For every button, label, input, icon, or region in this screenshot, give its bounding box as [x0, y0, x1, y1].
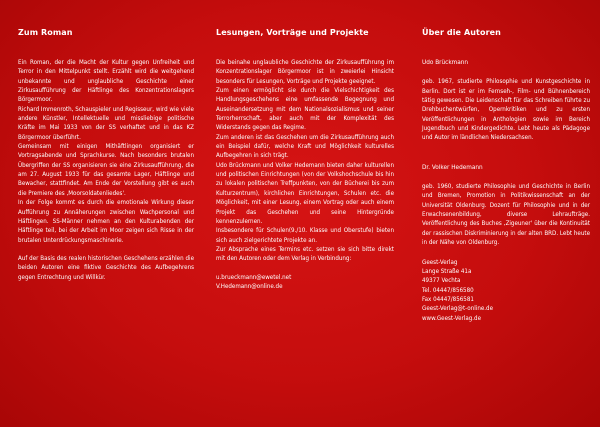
- novel-paragraph-1: Ein Roman, der die Macht der Kultur gegen Unfreiheit und Terror in den Mittelpunkt stellt. Erzählt wird die weitgehend unbekannte und unglaubliche Geschichte einer Zirkusaufführung der Häftlinge des Konzentrationslagers Börgermoor.: [18, 59, 194, 104]
- heading-ueber-die-autoren: Über die Autoren: [422, 28, 501, 37]
- novel-paragraph-2: Richard Immenroth, Schauspieler und Regisseur, wird wie viele andere Künstler, Intellektuelle und missliebige politische Kräfte im Mai 1933 von der SS verhaftet und in das KZ Börgermoor überführt.: [18, 105, 194, 141]
- authors-description: [422, 58, 590, 323]
- novel-description: [18, 58, 194, 282]
- author-email-brueckmann[interactable]: u.brueckmann@ewetel.net: [216, 273, 292, 281]
- column-about-authors: [400, 0, 600, 427]
- readings-description: [216, 58, 394, 291]
- publisher-phone: Tel. 04447/856580: [422, 286, 474, 294]
- publisher-name: Geest-Verlag: [422, 258, 458, 266]
- readings-paragraph-4: Udo Brückmann und Volker Hedemann bieten daher kulturellen und politischen Einrichtungen (von der Volkshochschule bis hin zu lokalen politischen Treffpunkten, von der Bücherei bis zum Kulturzentrum), kirchlichen Einrichtungen, Schulen etc. die Möglichkeit, mit einer Lesung, einem Vortrag oder auch einem Projekt das Geschehen und seine Hintergründe kennenzulernen.: [216, 161, 394, 225]
- heading-lesungen: Lesungen, Vorträge und Projekte: [216, 28, 369, 37]
- author-email-hedemann[interactable]: V.Hedemann@online.de: [216, 282, 283, 290]
- readings-paragraph-2: Zum einen ermöglicht sie durch die Vielschichtigkeit des Handlungsgeschehens eine umfassende Begegnung und Auseinandersetzung mit dem Nationalsozialismus und seiner Terrorherrschaft, aber auch mit der Komplexität des Widerstands gegen das Regime.: [216, 87, 394, 132]
- publisher-website[interactable]: www.Geest-Verlag.de: [422, 314, 482, 322]
- heading-zum-roman: Zum Roman: [18, 28, 73, 37]
- readings-paragraph-1: Die beinahe unglaubliche Geschichte der Zirkusaufführung im Konzentrationslager Börgermoor ist in zweierlei Hinsicht besonders für Lesungen, Vorträge und Projekte geeignet.: [216, 59, 394, 85]
- author-bio-brueckmann: geb. 1967, studierte Philosophie und Kunstgeschichte in Berlin. Dort ist er im Fernseh-, Film- und Bühnenbereich tätig gewesen. Die Leidenschaft für das Schreiben führte zu Drehbuchentwürfen, Opernkritiken und zu ersten Veröffentlichungen in Anthologien sowie im Bereich Jugendbuch und Kindergedichte. Lebt heute als Pädagoge und Autor im ländlichen Niedersachsen.: [422, 78, 590, 142]
- author-name-brueckmann: Udo Brückmann: [422, 58, 469, 66]
- publisher-fax: Fax 04447/856581: [422, 295, 474, 303]
- novel-paragraph-4: In der Folge kommt es durch die emotionale Wirkung dieser Aufführung zu Annäherungen zwischen Wachpersonal und Häftlingen. SS-Männer nehmen an den Kulturabenden der Häftlinge teil, bei der Arbeit im Moor zeigen sich Risse in der brutalen Unterdrückungsmaschinerie.: [18, 199, 194, 244]
- novel-paragraph-3: Gemeinsam mit einigen Mithäftlingen organisiert er Vortragsabende und Sprachkurse. Nach besonders brutalen Übergriffen der SS organisieren sie eine Zirkusaufführung, die am 27. August 1933 für das gesamte Lager, Häftlinge und Bewacher, stattfindet. Am Ende der Vorstellung gibt es auch die Premiere des ‚Moorsoldatenliedes'.: [18, 143, 194, 197]
- publisher-city: 49377 Vechta: [422, 277, 461, 285]
- readings-paragraph-5: Insbesondere für Schulen(9./10. Klasse und Oberstufe) bieten sich auch zielgerichtete Projekte an.: [216, 227, 394, 244]
- author-name-hedemann: Dr. Volker Hedemann: [422, 162, 483, 171]
- novel-paragraph-5: Auf der Basis des realen historischen Geschehens erzählen die beiden Autoren eine fiktive Geschichte des Aufbegehrens gegen Entrechtung und Willkür.: [18, 254, 194, 281]
- publisher-contact: [422, 258, 590, 323]
- readings-paragraph-3: Zum anderen ist das Geschehen um die Zirkusaufführung auch ein Beispiel dafür, welche Kraft und Möglichkeit kulturelles Aufbegehren in sich trägt.: [216, 133, 394, 160]
- author-bio-hedemann: geb. 1960, studierte Philosophie und Geschichte in Berlin und Bremen, Promotion in Politikwissenschaft an der Universität Oldenburg. Dozent für Philosophie und in der Erwachsenenbildung, diverse Lehraufträge. Veröffentlichung des Buches ‚Zigeuner' über die Kontinuität der rassischen Diskriminierung in der alten BRD. Lebt heute in der Nähe von Oldenburg.: [422, 183, 590, 247]
- publisher-street: Lange Straße 41a: [422, 267, 472, 275]
- readings-paragraph-6: Zur Absprache eines Termins etc. setzen sie sich bitte direkt mit den Autoren oder dem Verlag in Verbindung:: [216, 245, 394, 263]
- column-about-novel: [0, 0, 200, 427]
- publisher-email[interactable]: Geest-Verlag@t-online.de: [422, 305, 494, 313]
- column-readings-projects: [200, 0, 400, 427]
